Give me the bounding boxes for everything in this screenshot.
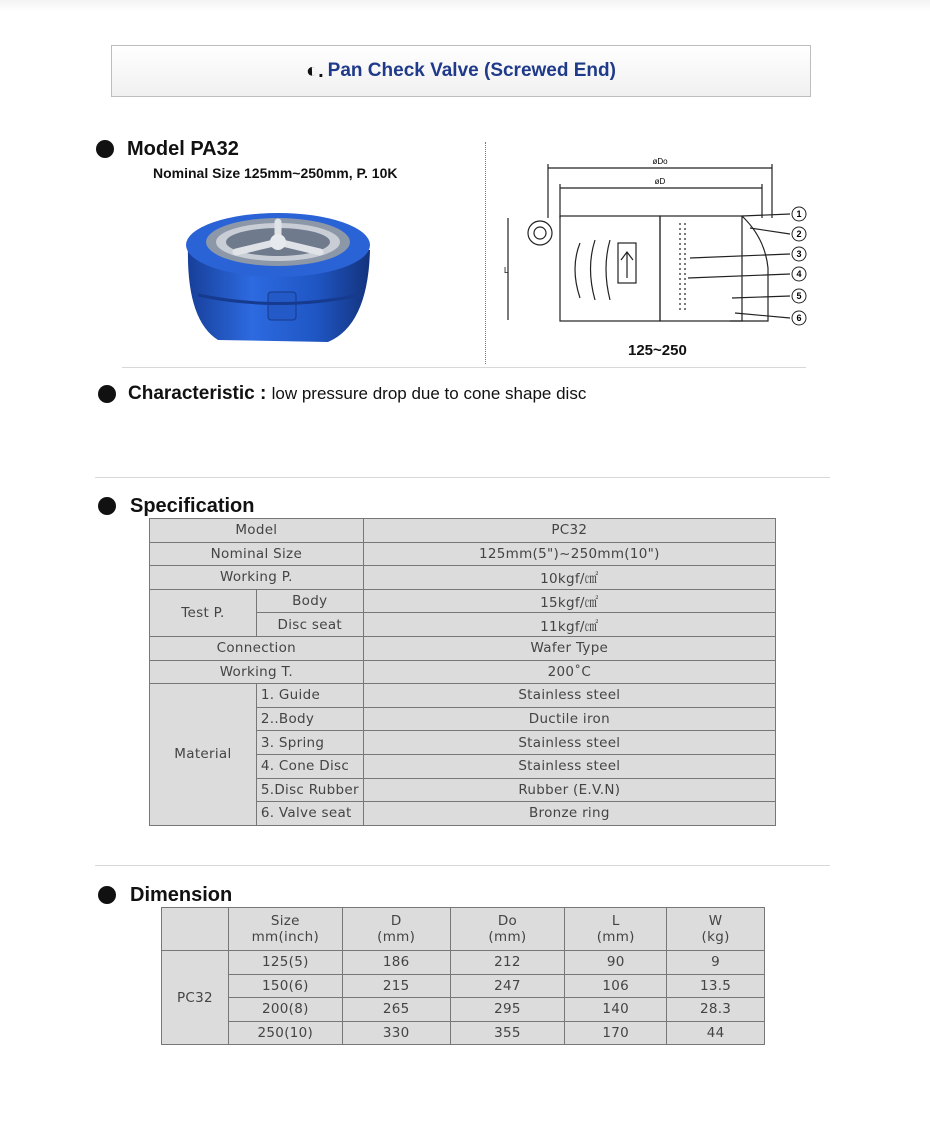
characteristic-colon: : (254, 383, 272, 404)
table-row (150, 636, 776, 660)
svg-text:5: 5 (796, 291, 802, 301)
cell-size: 200(8) (228, 998, 342, 1022)
dimension-heading: Dimension (130, 884, 233, 906)
svg-text:6: 6 (796, 313, 802, 323)
table-row (150, 519, 776, 543)
bullet-icon (98, 385, 116, 403)
cell-do: 295 (450, 998, 565, 1022)
material-value: Stainless steel (363, 754, 775, 778)
top-strip (0, 0, 930, 12)
spec-label: Nominal Size (150, 542, 364, 566)
cell-do: 247 (450, 974, 565, 998)
table-row (162, 951, 765, 975)
spec-value: 11kgf/㎠ (363, 613, 775, 637)
dimension-table (161, 907, 765, 1045)
drawing-size-label: 125~250 (628, 342, 687, 359)
spec-label: Test P. (150, 589, 257, 636)
material-part: 6. Valve seat (256, 802, 363, 826)
header-size: Size mm(inch) (228, 908, 342, 951)
cell-w: 44 (667, 1021, 765, 1045)
spec-label: Working T. (150, 660, 364, 684)
spec-label: Working P. (150, 566, 364, 590)
table-header-row (162, 908, 765, 951)
spec-value: 10kgf/㎠ (363, 566, 775, 590)
spec-label: Connection (150, 636, 364, 660)
divider (122, 367, 806, 368)
specification-table (149, 518, 776, 826)
divider (95, 865, 830, 866)
nominal-size-text: Nominal Size 125mm~250mm, P. 10K (153, 165, 398, 181)
svg-text:3: 3 (796, 249, 802, 259)
valve-photo (178, 200, 378, 350)
svg-text:2: 2 (796, 229, 802, 239)
cell-l: 140 (565, 998, 667, 1022)
table-row (162, 974, 765, 998)
cell-size: 125(5) (228, 951, 342, 975)
valve-cross-section-drawing (500, 148, 820, 363)
material-value: Ductile iron (363, 707, 775, 731)
page-title: Pan Check Valve (Screwed End) (327, 60, 616, 81)
cell-size: 150(6) (228, 974, 342, 998)
material-value: Rubber (E.V.N) (363, 778, 775, 802)
svg-text:1: 1 (796, 209, 802, 219)
table-row (162, 998, 765, 1022)
material-value: Stainless steel (363, 684, 775, 708)
material-part: 2..Body (256, 707, 363, 731)
table-row (162, 1021, 765, 1045)
cell-size: 250(10) (228, 1021, 342, 1045)
svg-text:4: 4 (796, 269, 802, 279)
material-part: 4. Cone Disc (256, 754, 363, 778)
bullet-icon (98, 886, 116, 904)
table-row (150, 660, 776, 684)
spec-value: PC32 (363, 519, 775, 543)
half-circle-icon: ◐. (306, 59, 324, 82)
characteristic-text: low pressure drop due to cone shape disc (271, 384, 587, 403)
spec-label: Material (150, 684, 257, 826)
cell-w: 13.5 (667, 974, 765, 998)
cell-d: 330 (342, 1021, 450, 1045)
header-w: W (kg) (667, 908, 765, 951)
title-banner (111, 45, 811, 97)
spec-value: 200˚C (363, 660, 775, 684)
bullet-icon (98, 497, 116, 515)
header-d: D (mm) (342, 908, 450, 951)
material-value: Bronze ring (363, 802, 775, 826)
cell-w: 9 (667, 951, 765, 975)
material-part: 5.Disc Rubber (256, 778, 363, 802)
cell-l: 106 (565, 974, 667, 998)
table-row (150, 566, 776, 590)
table-row (150, 542, 776, 566)
material-part: 1. Guide (256, 684, 363, 708)
spec-sublabel: Body (256, 589, 363, 613)
dimension-model: PC32 (162, 951, 229, 1045)
cell-do: 212 (450, 951, 565, 975)
header-blank (162, 908, 229, 951)
cell-l: 90 (565, 951, 667, 975)
characteristic-heading: Characteristic (128, 383, 255, 404)
svg-text:øDo: øDo (652, 157, 668, 166)
svg-text:øD: øD (654, 177, 666, 186)
cell-d: 265 (342, 998, 450, 1022)
table-row (150, 684, 776, 708)
cell-d: 215 (342, 974, 450, 998)
divider (95, 477, 830, 478)
cell-w: 28.3 (667, 998, 765, 1022)
header-do: Do (mm) (450, 908, 565, 951)
header-l: L (mm) (565, 908, 667, 951)
model-heading: Model PA32 (127, 138, 239, 160)
table-row (150, 589, 776, 613)
cell-l: 170 (565, 1021, 667, 1045)
spec-sublabel: Disc seat (256, 613, 363, 637)
spec-value: 15kgf/㎠ (363, 589, 775, 613)
specification-heading: Specification (130, 495, 255, 517)
divider-dotted (485, 142, 486, 364)
spec-value: 125mm(5")~250mm(10") (363, 542, 775, 566)
svg-text:L: L (504, 266, 509, 275)
cell-do: 355 (450, 1021, 565, 1045)
spec-value: Wafer Type (363, 636, 775, 660)
material-part: 3. Spring (256, 731, 363, 755)
spec-label: Model (150, 519, 364, 543)
cell-d: 186 (342, 951, 450, 975)
characteristic-line (128, 383, 586, 405)
bullet-icon (96, 140, 114, 158)
material-value: Stainless steel (363, 731, 775, 755)
